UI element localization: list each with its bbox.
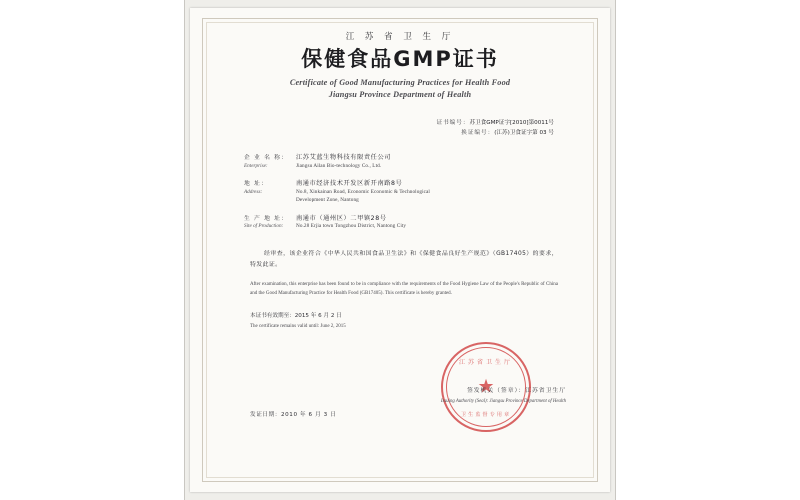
left-margin	[0, 0, 184, 500]
certificate-sheet	[190, 8, 610, 492]
field-address-value-cn: 南通市经济技术开发区新开南路8号	[296, 180, 403, 188]
field-enterprise-label-cn: 企 业 名 称：	[244, 154, 289, 161]
issuing-authority-en: Issuing Authority (Seal): Jiangsu Province Department of Health	[440, 398, 566, 404]
field-enterprise-value-cn: 江苏艾蓝生物科技有限责任公司	[296, 153, 392, 161]
field-address-value-en-line1: No.8, Xinkainan Road, Economic Economic & Technological	[296, 189, 430, 196]
renewal-number-label: 换证编号：	[461, 130, 495, 137]
right-margin	[616, 0, 800, 500]
issuer-authority-cn: 江 苏 省 卫 生 厅	[345, 32, 455, 42]
body-paragraph-cn	[216, 249, 584, 271]
issue-date: 发证日期：2010 年 6 月 3 日	[250, 411, 337, 418]
field-production-site-label-cn: 生 产 地 址：	[244, 215, 289, 222]
certificate-content	[216, 30, 584, 472]
certificate-title-en	[216, 77, 584, 102]
issuing-authority-cn: 签发机关（签章）：江苏省卫生厅	[466, 387, 566, 394]
validity-en: The certificate remains valid until: June 2, 2015	[250, 323, 346, 329]
field-enterprise-label-en: Enterprise:	[244, 162, 268, 169]
certificate-fields	[216, 153, 584, 231]
certificate-title-cn: 保健食品GMP证书	[301, 47, 499, 71]
field-enterprise	[244, 153, 564, 170]
validity-cn: 本证书有效期至：2015 年 6 月 2 日	[250, 312, 342, 319]
certificate-number-row	[216, 118, 554, 129]
certificate-numbers	[216, 118, 584, 139]
certificate-title-en-line2: Jiangsu Province Department of Health	[328, 90, 472, 100]
renewal-number-value: (江苏)卫食证字第 03 号	[494, 130, 554, 137]
field-production-site	[244, 214, 564, 231]
certificate-number-value: 苏卫食GMP证字[2010]第0011号	[469, 119, 554, 126]
issuing-authority	[441, 386, 566, 406]
certificate-title-en-line1: Certificate of Good Manufacturing Practices for Health Food	[289, 78, 511, 88]
field-production-site-value-cn: 南通市（通州区）二甲镇28号	[296, 214, 387, 222]
body-paragraph-en: After examination, this enterprise has been found to be in compliance with the requirements of the Food Hygiene Law of the People's Republic of China and the Good Manufacturing Practice for Health Food (GB17405). This certificate is hereby granted.	[250, 282, 558, 297]
field-address	[244, 179, 564, 204]
field-enterprise-value-en: Jiangsu Ailan Bio-technology Co., Ltd.	[296, 162, 382, 169]
seal-text-top: 江苏省卫生厅	[458, 358, 513, 366]
field-production-site-label-en: Site of Production:	[244, 223, 284, 230]
body-paragraph-cn-text: 经审查，该企业符合《中华人民共和国食品卫生法》和《保健食品良好生产规范》（GB17405）的要求，特发此证。	[250, 251, 558, 269]
field-address-label-en: Address:	[244, 189, 263, 196]
certificate-number-label: 证书编号：	[436, 119, 470, 126]
signature-area	[216, 346, 584, 420]
field-address-value-en-line2: Development Zone, Nantong	[296, 196, 359, 203]
field-address-label-cn: 地 址：	[244, 181, 269, 188]
renewal-number-row	[216, 128, 554, 139]
seal-star-icon: ★	[477, 376, 495, 398]
seal-text-bottom: 卫生监督专用章	[460, 411, 512, 418]
field-production-site-value-en: No.28 Erjia town Tongzhou District, Nantong City	[296, 223, 407, 230]
